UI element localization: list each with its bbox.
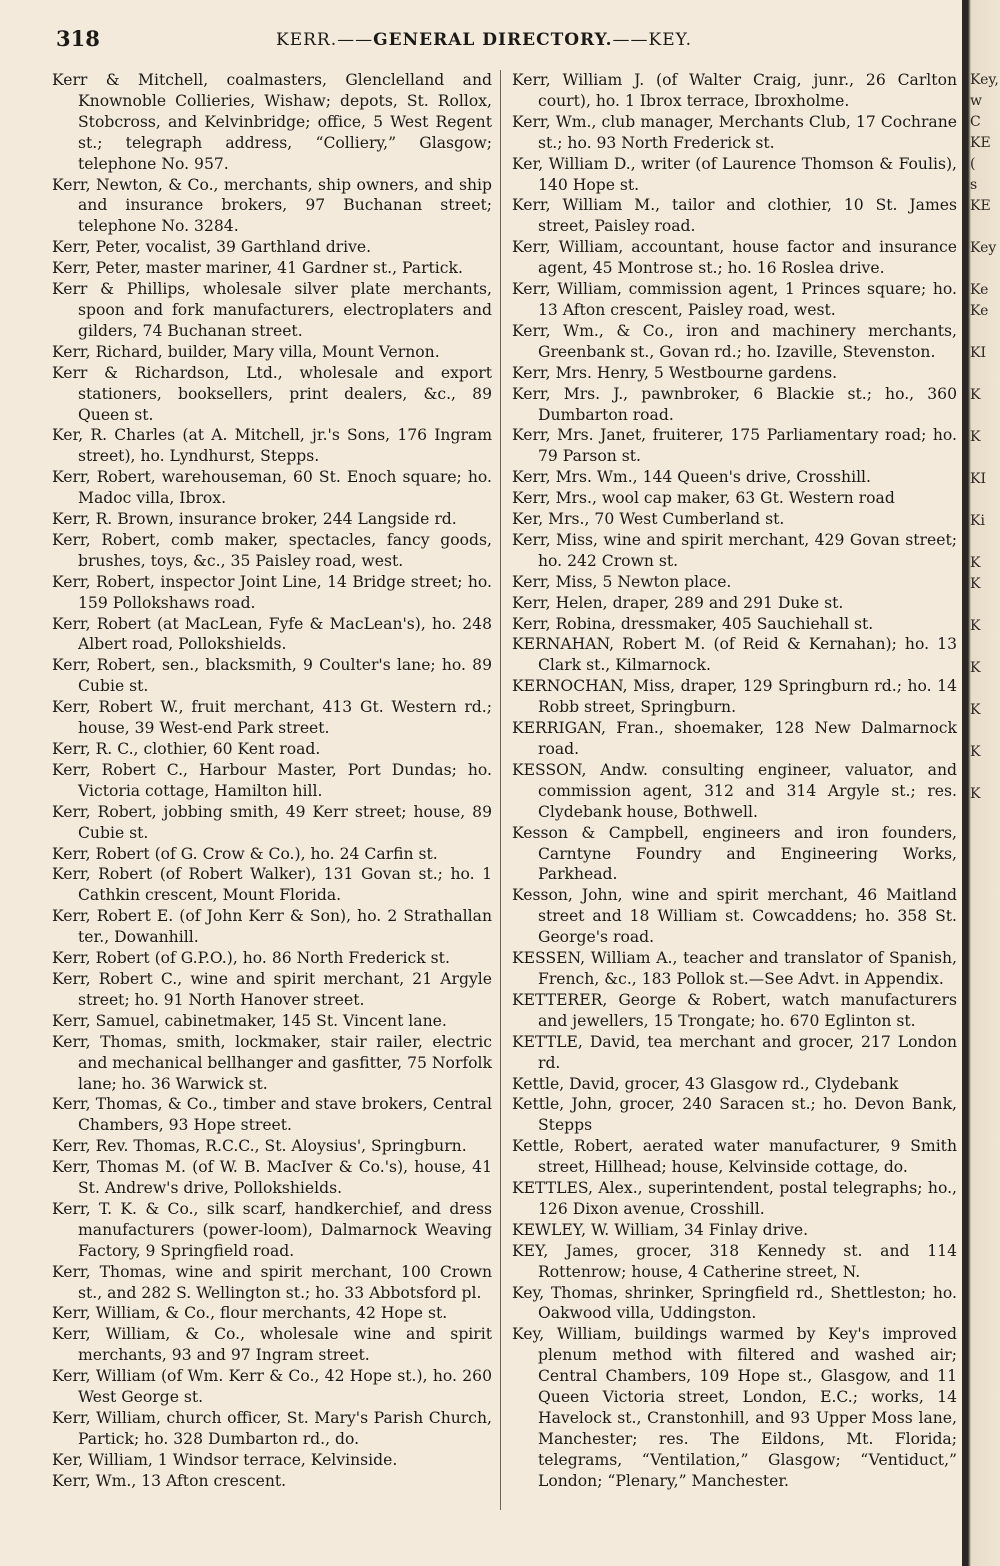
directory-entry: Kerr, Robert, warehouseman, 60 St. Enoch square; ho. Madoc villa, Ibrox. bbox=[52, 468, 492, 508]
directory-entry: Kerr, Robert E. (of John Kerr & Son), ho. 2 Strathallan ter., Dowanhill. bbox=[52, 907, 492, 947]
running-head-title: GENERAL DIRECTORY. bbox=[373, 30, 613, 50]
directory-entry: Kettle, David, grocer, 43 Glasgow rd., Clydebank bbox=[512, 1074, 899, 1093]
gutter-fragment bbox=[970, 364, 1000, 385]
directory-entry: Kerr, Thomas, smith, lockmaker, stair railer, electric and mechanical bellhanger and gasfitter, 75 Norfolk lane; ho. 36 Warwick st. bbox=[52, 1032, 492, 1093]
gutter-fragment: K bbox=[970, 786, 981, 802]
directory-entry: Kerr, Wm., club manager, Merchants Club, 17 Cochrane st.; ho. 93 North Frederick st. bbox=[512, 112, 957, 152]
directory-entry: Kerr, Thomas, wine and spirit merchant, 100 Crown st., and 282 S. Wellington st.; ho. 33 Abbotsford pl. bbox=[52, 1262, 492, 1302]
directory-entry: KETTERER, George & Robert, watch manufacturers and jewellers, 15 Trongate; ho. 670 Eglinton st. bbox=[512, 990, 957, 1030]
directory-entry: Kerr, Thomas M. (of W. B. MacIver & Co.'s), house, 41 St. Andrew's drive, Pollokshields. bbox=[52, 1158, 492, 1198]
gutter-fragment: KI bbox=[970, 471, 986, 487]
gutter-fragment bbox=[970, 532, 1000, 553]
gutter-fragment bbox=[970, 448, 1000, 469]
directory-entry: Kerr, Robert C., wine and spirit merchant, 21 Argyle street; ho. 91 North Hanover street. bbox=[52, 969, 492, 1009]
running-head-left: KERR.—— bbox=[276, 30, 374, 50]
gutter-fragment bbox=[970, 637, 1000, 658]
facing-page-fragments bbox=[970, 70, 1000, 805]
directory-entry: KERNAHAN, Robert M. (of Reid & Kernahan); ho. 13 Clark st., Kilmarnock. bbox=[512, 635, 957, 675]
gutter-fragment: K bbox=[970, 660, 981, 676]
gutter-fragment bbox=[970, 259, 1000, 280]
directory-entry: Kerr, Miss, wine and spirit merchant, 429 Govan street; ho. 242 Crown st. bbox=[512, 530, 957, 570]
directory-entry: Kerr, Richard, builder, Mary villa, Mount Vernon. bbox=[52, 342, 440, 361]
directory-entry: Kerr, Samuel, cabinetmaker, 145 St. Vincent lane. bbox=[52, 1011, 447, 1030]
directory-entry: Kesson & Campbell, engineers and iron founders, Carntyne Foundry and Engineering Works, Parkhead. bbox=[512, 823, 957, 884]
gutter-fragment: Key, bbox=[970, 72, 999, 88]
gutter-fragment: Ke bbox=[970, 282, 989, 298]
directory-entry: KEWLEY, W. William, 34 Finlay drive. bbox=[512, 1220, 809, 1239]
gutter-fragment: KE bbox=[970, 135, 991, 151]
directory-entry: KERNOCHAN, Miss, draper, 129 Springburn rd.; ho. 14 Robb street, Springburn. bbox=[512, 677, 957, 717]
directory-entry: Kerr, William, accountant, house factor and insurance agent, 45 Montrose st.; ho. 16 Roslea drive. bbox=[512, 238, 957, 278]
directory-entry: KESSON, Andw. consulting engineer, valuator, and commission agent, 312 and 314 Argyle st.; res. Clydebank house, Bothwell. bbox=[512, 760, 957, 821]
page-header bbox=[56, 26, 956, 58]
directory-entry: Kerr, Peter, vocalist, 39 Garthland drive. bbox=[52, 238, 372, 257]
gutter-fragment bbox=[970, 595, 1000, 616]
gutter-fragment: K bbox=[970, 744, 981, 760]
directory-entry: KERRIGAN, Fran., shoemaker, 128 New Dalmarnock road. bbox=[512, 719, 957, 758]
directory-entry: Kerr, Helen, draper, 289 and 291 Duke st. bbox=[512, 593, 844, 612]
directory-entry: Kerr, Mrs. J., pawnbroker, 6 Blackie st.; ho., 360 Dumbarton road. bbox=[512, 384, 957, 424]
gutter-fragment: ( bbox=[970, 156, 976, 172]
directory-entry: Kerr, William, commission agent, 1 Princes square; ho. 13 Afton crescent, Paisley road, west. bbox=[512, 280, 957, 319]
gutter-fragment: w bbox=[970, 93, 982, 109]
directory-entry: Kerr, William, church officer, St. Mary's Parish Church, Partick; ho. 328 Dumbarton rd., do. bbox=[52, 1409, 492, 1448]
directory-entry: Key, William, buildings warmed by Key's improved plenum method with filtered and washed air; Central Chambers, 109 Hope st., Glasgow, and 11 Queen Victoria street, London, E.C.; works, 14 Havelock st., Cranstonhill, and 93 Upper Moss lane, Manchester; res. The Eildons, Mt. Florida; telegrams, “Ventilation,” Glasgow; “Ventiduct,” London; “Plenary,” Manchester. bbox=[512, 1325, 957, 1490]
directory-entry: Kerr, Robert, inspector Joint Line, 14 Bridge street; ho. 159 Pollokshaws road. bbox=[52, 572, 492, 612]
directory-entry: Kerr, Robert, comb maker, spectacles, fancy goods, brushes, toys, &c., 35 Paisley road, west. bbox=[52, 530, 492, 570]
directory-entry: Kerr, William J. (of Walter Craig, junr., 26 Carlton court), ho. 1 Ibrox terrace, Ibroxholme. bbox=[512, 71, 957, 110]
gutter-fragment bbox=[970, 217, 1000, 238]
directory-entry: Kerr, Mrs. Wm., 144 Queen's drive, Crosshill. bbox=[512, 468, 871, 487]
right-column bbox=[512, 70, 957, 1492]
page-number: 318 bbox=[56, 26, 100, 51]
gutter-fragment: s bbox=[970, 177, 978, 193]
directory-entry: Kerr, Robert (of G. Crow & Co.), ho. 24 Carfin st. bbox=[52, 844, 438, 863]
directory-entry: Ker, R. Charles (at A. Mitchell, jr.'s Sons, 176 Ingram street), ho. Lyndhurst, Stepps. bbox=[52, 426, 492, 466]
directory-entry: Kerr & Phillips, wholesale silver plate merchants, spoon and fork manufacturers, electroplaters and gilders, 74 Buchanan street. bbox=[52, 280, 492, 340]
directory-entry: Ker, William D., writer (of Laurence Thomson & Foulis), 140 Hope st. bbox=[512, 154, 957, 194]
directory-entry: Ker, Mrs., 70 West Cumberland st. bbox=[512, 510, 785, 529]
directory-entry: Kettle, John, grocer, 240 Saracen st.; ho. Devon Bank, Stepps bbox=[512, 1095, 957, 1135]
directory-entry: Kerr, Wm., & Co., iron and machinery merchants, Greenbank st., Govan rd.; ho. Izaville, Stevenston. bbox=[512, 321, 957, 361]
directory-entry: Kerr & Mitchell, coalmasters, Glenclelland and Knownoble Collieries, Wishaw; depots, St. Rollox, Stobcross, and Kelvinbridge; office, 5 West Regent st.; telegraph address, “Colliery,” Glasgow; telephone No. 957. bbox=[52, 71, 492, 173]
gutter-fragment: C bbox=[970, 114, 981, 130]
directory-entry: Kerr, R. C., clothier, 60 Kent road. bbox=[52, 740, 321, 758]
directory-entry: Kerr, Mrs. Janet, fruiterer, 175 Parliamentary road; ho. 79 Parson st. bbox=[512, 426, 957, 466]
directory-entry: KESSEN, William A., teacher and translator of Spanish, French, &c., 183 Pollok st.—See Advt. in Appendix. bbox=[512, 949, 957, 988]
gutter-fragment: K bbox=[970, 576, 981, 592]
directory-entry: Kerr, Robert (of G.P.O.), ho. 86 North Frederick st. bbox=[52, 949, 450, 968]
directory-entry: Kerr, Robert W., fruit merchant, 413 Gt. Western rd.; house, 39 West-end Park street. bbox=[52, 698, 492, 738]
directory-entry: Kerr & Richardson, Ltd., wholesale and export stationers, booksellers, print dealers, &c., 89 Queen st. bbox=[52, 363, 492, 424]
directory-entry: Ker, William, 1 Windsor terrace, Kelvinside. bbox=[52, 1450, 398, 1469]
running-head-right: ——KEY. bbox=[612, 30, 693, 50]
directory-entry: Kerr, T. K. & Co., silk scarf, handkerchief, and dress manufacturers (power-loom), Dalmarnock Weaving Factory, 9 Springfield road. bbox=[52, 1199, 492, 1260]
directory-entry: Kerr, Robina, dressmaker, 405 Sauchiehall st. bbox=[512, 614, 874, 633]
gutter-fragment: K bbox=[970, 618, 981, 634]
directory-entry: Kerr, Robert (at MacLean, Fyfe & MacLean's), ho. 248 Albert road, Pollokshields. bbox=[52, 614, 492, 654]
gutter-fragment: Ki bbox=[970, 513, 985, 529]
directory-entry: Kerr, William, & Co., flour merchants, 42 Hope st. bbox=[52, 1304, 448, 1323]
gutter-fragment: K bbox=[970, 387, 981, 403]
directory-entry: KEY, James, grocer, 318 Kennedy st. and 114 Rottenrow; house, 4 Catherine street, N. bbox=[512, 1241, 957, 1281]
directory-entry: Kettle, Robert, aerated water manufacturer, 9 Smith street, Hillhead; house, Kelvinside cottage, do. bbox=[512, 1137, 957, 1177]
directory-entry: Kerr, Robert, sen., blacksmith, 9 Coulter's lane; ho. 89 Cubie st. bbox=[52, 656, 492, 696]
gutter-fragment bbox=[970, 322, 1000, 343]
directory-entry: Kerr, Newton, & Co., merchants, ship owners, and ship and insurance brokers, 97 Buchanan street; telephone No. 3284. bbox=[52, 175, 492, 236]
gutter-fragment bbox=[970, 763, 1000, 784]
directory-entry: Kerr, Peter, master mariner, 41 Gardner st., Partick. bbox=[52, 259, 463, 278]
directory-entry: Kerr, Robert, jobbing smith, 49 Kerr street; house, 89 Cubie st. bbox=[52, 802, 492, 842]
directory-entry: Kerr, Mrs., wool cap maker, 63 Gt. Western road bbox=[512, 489, 895, 508]
directory-entry: KETTLES, Alex., superintendent, postal telegraphs; ho., 126 Dixon avenue, Crosshill. bbox=[512, 1179, 957, 1218]
directory-entry: Kerr, Wm., 13 Afton crescent. bbox=[52, 1471, 287, 1490]
gutter-fragment: K bbox=[970, 429, 981, 445]
gutter-fragment: K bbox=[970, 702, 981, 718]
directory-entry: Kerr, Miss, 5 Newton place. bbox=[512, 572, 732, 591]
directory-entry: Kerr, William, & Co., wholesale wine and spirit merchants, 93 and 97 Ingram street. bbox=[52, 1325, 492, 1365]
directory-entry: Kerr, Mrs. Henry, 5 Westbourne gardens. bbox=[512, 363, 838, 382]
directory-entry: Key, Thomas, shrinker, Springfield rd., Shettleston; ho. Oakwood villa, Uddingston. bbox=[512, 1283, 957, 1323]
directory-entry: Kerr, William M., tailor and clothier, 10 St. James street, Paisley road. bbox=[512, 196, 957, 236]
column-divider bbox=[500, 70, 501, 1510]
gutter-fragment: K bbox=[970, 555, 981, 571]
running-head bbox=[276, 30, 692, 50]
gutter-fragment bbox=[970, 406, 1000, 427]
directory-entry: Kesson, John, wine and spirit merchant, 46 Maitland street and 18 William st. Cowcaddens; ho. 358 St. George's road. bbox=[512, 886, 957, 947]
directory-entry: Kerr, William (of Wm. Kerr & Co., 42 Hope st.), ho. 260 West George st. bbox=[52, 1367, 492, 1407]
directory-entry: Kerr, Rev. Thomas, R.C.C., St. Aloysius', Springburn. bbox=[52, 1137, 467, 1156]
left-column bbox=[52, 70, 492, 1492]
gutter-fragment: Key bbox=[970, 240, 997, 256]
directory-entry: Kerr, Robert (of Robert Walker), 131 Govan st.; ho. 1 Cathkin crescent, Mount Florida. bbox=[52, 865, 492, 905]
directory-entry: Kerr, Robert C., Harbour Master, Port Dundas; ho. Victoria cottage, Hamilton hill. bbox=[52, 760, 492, 800]
gutter-fragment: Ke bbox=[970, 303, 989, 319]
gutter-fragment bbox=[970, 679, 1000, 700]
gutter-fragment: KI bbox=[970, 345, 986, 361]
gutter-fragment bbox=[970, 721, 1000, 742]
gutter-fragment bbox=[970, 490, 1000, 511]
directory-entry: Kerr, Thomas, & Co., timber and stave brokers, Central Chambers, 93 Hope street. bbox=[52, 1095, 492, 1135]
directory-entry: KETTLE, David, tea merchant and grocer, 217 London rd. bbox=[512, 1032, 957, 1072]
gutter-fragment: KE bbox=[970, 198, 991, 214]
directory-entry: Kerr, R. Brown, insurance broker, 244 Langside rd. bbox=[52, 510, 457, 529]
